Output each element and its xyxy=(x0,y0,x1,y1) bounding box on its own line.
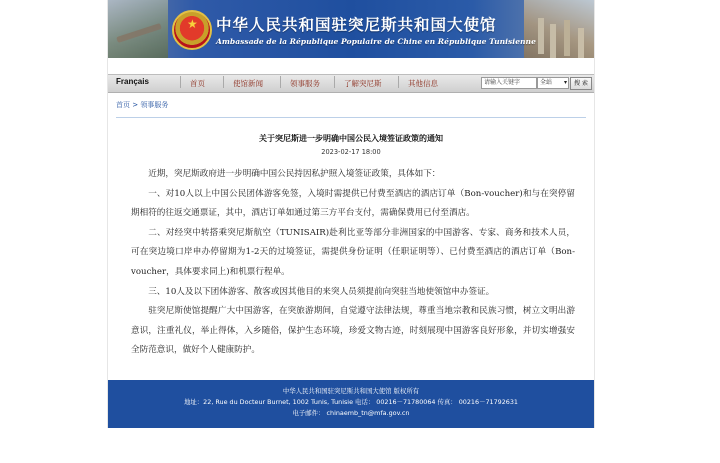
national-emblem-icon: ★ xyxy=(172,10,212,50)
nav-item-about-tunisia[interactable]: 了解突尼斯 xyxy=(344,79,382,88)
article-paragraph: 驻突尼斯使馆提醒广大中国游客，在突旅游期间，自觉遵守法律法规，尊重当地宗教和民族习惯，树立文明出游意识，注重礼仪，举止得体，入乡随俗，保护生态环境，珍爱文物古迹，时刻展现中国游客良好形象，并切实增强安全防范意识，做好个人健康防护。 xyxy=(131,306,575,356)
search-input[interactable]: 请输入关键字 xyxy=(481,77,537,89)
search-button[interactable]: 搜 索 xyxy=(570,77,592,90)
nav-item-other-info[interactable]: 其他信息 xyxy=(408,79,438,88)
header-banner xyxy=(108,0,594,58)
footer-copyright: 中华人民共和国驻突尼斯共和国大使馆 版权所有 xyxy=(282,387,420,395)
breadcrumb xyxy=(116,100,168,110)
embassy-title-cn: 中华人民共和国驻突尼斯共和国大使馆 xyxy=(216,16,497,34)
article-body xyxy=(131,165,575,361)
great-wall-image xyxy=(108,0,168,58)
footer-email: 电子邮件： chinaemb_tn@mfa.gov.cn xyxy=(292,409,410,417)
footer-address: 地址：22, Rue du Docteur Burnet, 1002 Tunis, Tunisie 电话： 00216－71780064 传真： 00216－71792631 xyxy=(184,398,518,406)
breadcrumb-home[interactable]: 首页 xyxy=(116,101,130,109)
chevron-down-icon: ▾ xyxy=(563,79,567,86)
nav-item-consular-services[interactable]: 领事服务 xyxy=(290,79,320,88)
article-paragraph: 二、对经突中转搭乘突尼斯航空（TUNISAIR)赴利比亚等部分非洲国家的中国游客、专家、商务和技术人员，可在突边境口岸申办停留期为1-2天的过境签证，需提供身份证明（任职证明等）、已付费至酒店的酒店订单（Bon-voucher，具体要求同上)和机票行程单。 xyxy=(131,227,575,277)
page-container xyxy=(107,0,595,428)
nav-item-home[interactable]: 首页 xyxy=(190,79,205,88)
site-footer xyxy=(108,380,594,428)
article-title: 关于突尼斯进一步明确中国公民入境签证政策的通知 xyxy=(259,133,443,143)
search-scope-value: 全站 xyxy=(540,79,553,86)
article-paragraph: 三、10人及以下团体游客、散客或因其他目的来突人员须提前向突驻当地使领馆申办签证。 xyxy=(148,286,495,297)
language-link-french[interactable]: Français xyxy=(116,77,149,86)
article-paragraph: 近期，突尼斯政府进一步明确中国公民持因私护照入境签证政策，具体如下： xyxy=(148,169,441,179)
divider xyxy=(116,117,586,118)
breadcrumb-separator: > xyxy=(130,101,141,109)
article-date: 2023-02-17 18:00 xyxy=(321,148,381,156)
breadcrumb-section[interactable]: 领事服务 xyxy=(140,101,169,109)
search-scope-select[interactable] xyxy=(537,77,569,89)
carthage-ruins-image xyxy=(524,0,594,58)
embassy-title-fr: Ambassade de la République Populaire de Chine en République Tunisienne xyxy=(216,37,536,46)
article-paragraph: 一、对10人以上中国公民团体游客免签，入境时需提供已付费至酒店的酒店订单（Bon-voucher)和与在突停留期相符的往返交通票证，其中，酒店订单如通过第三方平台支付，需确保费用已付至酒店。 xyxy=(131,188,575,219)
main-nav xyxy=(108,74,594,93)
nav-item-embassy-news[interactable]: 使馆新闻 xyxy=(233,79,263,88)
